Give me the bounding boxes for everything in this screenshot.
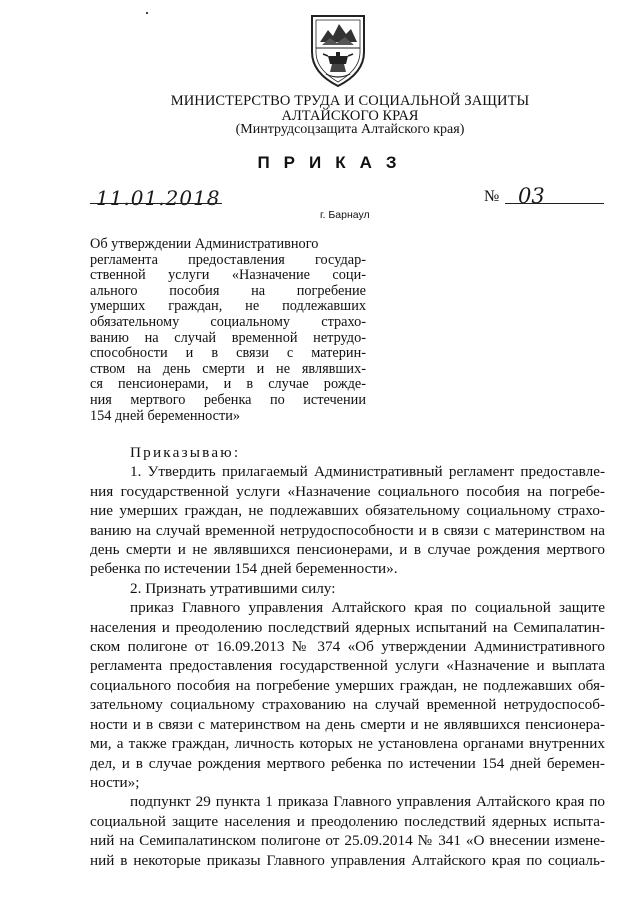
title-line: ственной услуги «Назначение соци- bbox=[90, 267, 366, 284]
title-line: 154 дней беременности» bbox=[90, 407, 241, 424]
ministry-name-line2: АЛТАЙСКОГО КРАЯ bbox=[281, 108, 419, 124]
body-line: ние умерших граждан, не подлежавших обязательному социальному страхо- bbox=[90, 502, 605, 520]
number-underline bbox=[505, 203, 604, 204]
order-body bbox=[90, 443, 605, 870]
title-line: ством на день смерти и не являвших- bbox=[90, 360, 366, 377]
title-line: ся пенсионерами, и в случае рожде- bbox=[90, 376, 366, 393]
handwritten-date: 11.01.2018 bbox=[96, 186, 221, 210]
title-line: ального пособия на погребение bbox=[90, 282, 366, 299]
title-line: обязательному социальному страхо- bbox=[90, 313, 366, 330]
body-line: дел, и в случае рождения мертвого ребенка по истечении 154 дней беремен- bbox=[90, 754, 605, 772]
body-line: ребенка по истечении 154 дней беременности». bbox=[90, 560, 398, 578]
title-line: регламента предоставления государ- bbox=[90, 251, 366, 268]
date-underline bbox=[90, 203, 222, 204]
body-line: зательному социальному страхованию на случай временной нетрудоспособ- bbox=[90, 696, 605, 714]
title-line: ванию на случай временной нетрудо- bbox=[90, 329, 366, 346]
altai-krai-coat-of-arms-icon bbox=[306, 12, 370, 88]
number-label: № bbox=[484, 188, 500, 205]
body-line: ми, а также граждан, личность которых не установлена органами внутренних bbox=[90, 735, 605, 753]
body-line: социального пособия на погребение умерших граждан, не подлежавших обя- bbox=[90, 676, 605, 694]
body-line: регламента предоставления государственной услуги «Назначение и выплата bbox=[90, 657, 605, 675]
body-line: ний на Семипалатинском полигоне от 25.09.2014 № 341 «О внесении измене- bbox=[90, 832, 605, 850]
body-line: ности»; bbox=[90, 773, 140, 791]
body-line: 1. Утвердить прилагаемый Административный регламент предоставле- bbox=[130, 463, 605, 481]
order-title bbox=[90, 237, 366, 424]
document-type-heading: ПРИКАЗ bbox=[257, 153, 411, 172]
body-line: населения и преодолению последствий ядерных испытаний на Семипалатин- bbox=[90, 618, 605, 636]
body-line: 2. Признать утратившими силу: bbox=[130, 579, 336, 597]
handwritten-number: 03 bbox=[518, 184, 545, 208]
body-line: подпункт 29 пункта 1 приказа Главного управления Алтайского края по bbox=[130, 793, 605, 811]
body-line: ванию на случай временной нетрудоспособности и в связи с материнством на bbox=[90, 521, 605, 539]
title-line: ния мертвого ребенка по истечении bbox=[90, 391, 366, 408]
body-line: ний в некоторые приказы Главного управления Алтайского края по социаль- bbox=[90, 851, 605, 869]
title-line: умерших граждан, не подлежавших bbox=[90, 298, 366, 315]
body-line: ния государственной услуги «Назначение социального пособия на погребе- bbox=[90, 482, 605, 500]
body-line: приказ Главного управления Алтайского края по социальной защите bbox=[130, 599, 605, 617]
ministry-short-name: (Минтрудсоцзащита Алтайского края) bbox=[235, 122, 465, 137]
body-line: ском полигоне от 16.09.2013 № 374 «Об утверждении Административного bbox=[90, 638, 605, 656]
body-line: Приказываю: bbox=[130, 444, 241, 461]
city-label: г. Барнаул bbox=[320, 209, 370, 221]
ministry-name-line1: МИНИСТЕРСТВО ТРУДА И СОЦИАЛЬНОЙ ЗАЩИТЫ bbox=[170, 93, 530, 109]
body-line: социальной защите населения и преодолению последствий ядерных испыта- bbox=[90, 812, 605, 830]
scan-speck bbox=[146, 12, 148, 14]
body-line: день смерти и не являвшихся пенсионерами, и в случае рождения мертвого bbox=[90, 541, 605, 559]
title-line: Об утверждении Административного bbox=[90, 236, 319, 252]
title-line: способности и в связи с материн- bbox=[90, 345, 366, 362]
body-line: ности и в связи с материнством на день смерти и не являвшихся пенсионера- bbox=[90, 715, 605, 733]
